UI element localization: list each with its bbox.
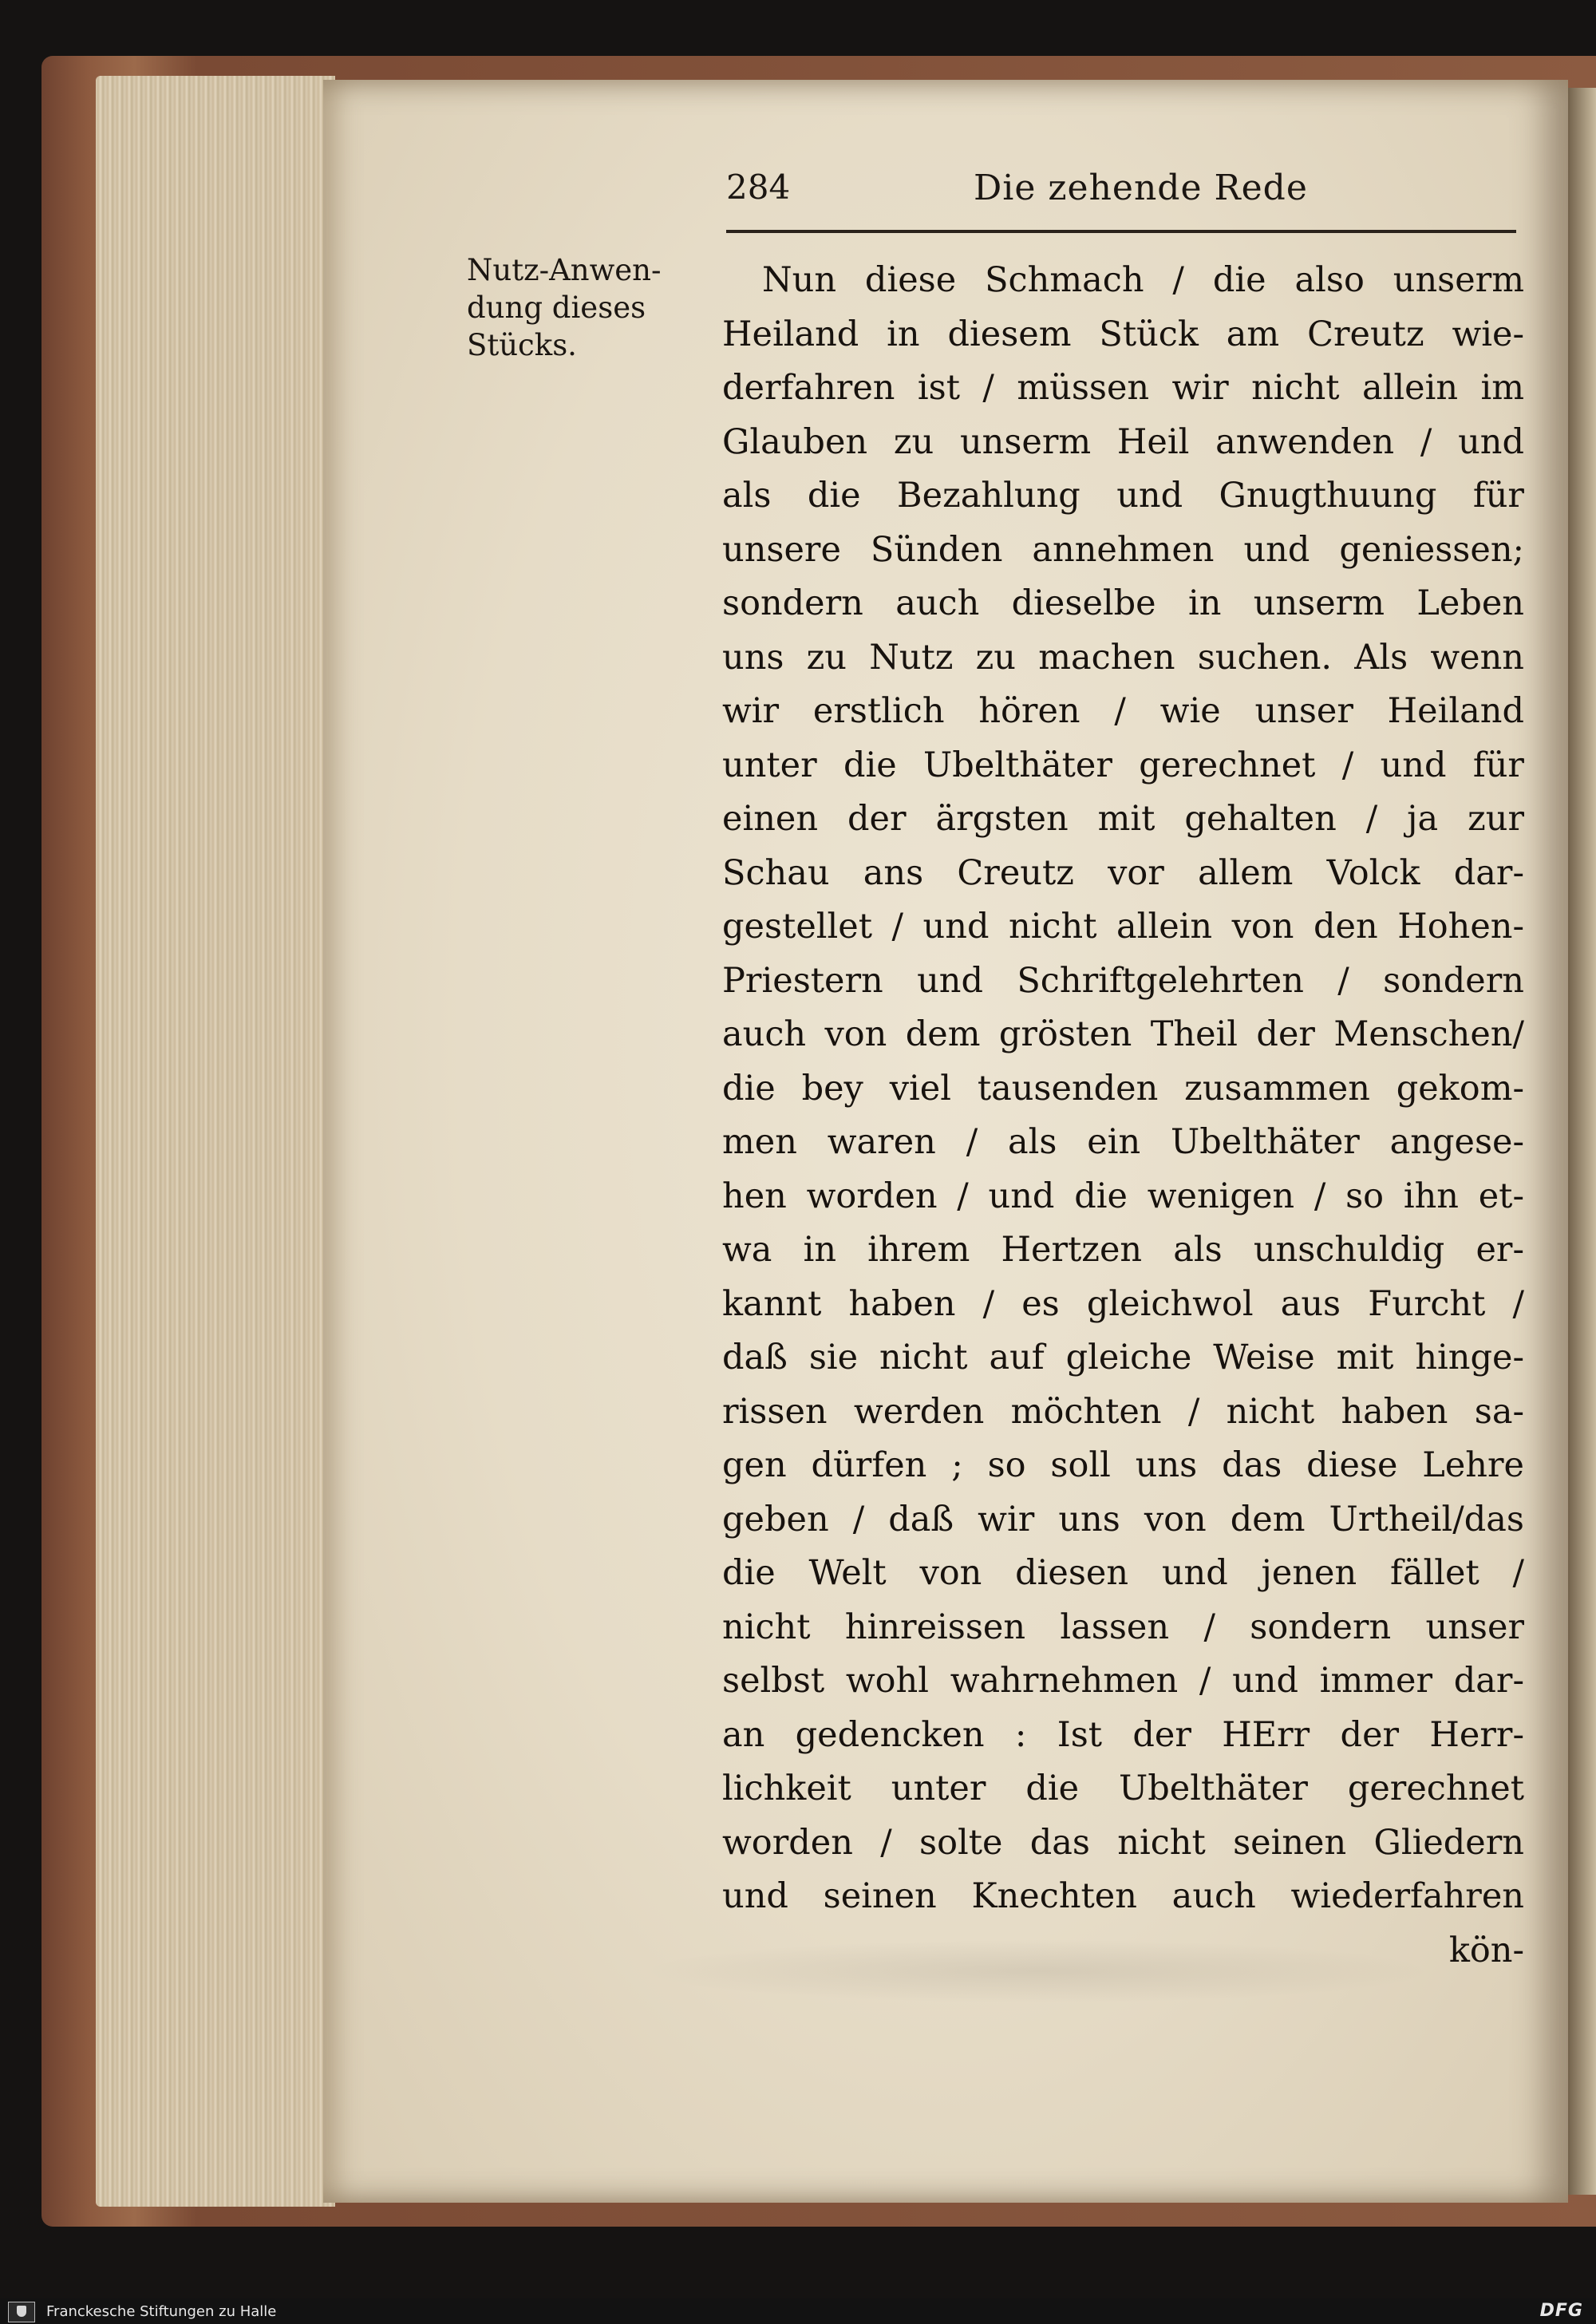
text-line: nicht hinreissen lassen / sondern unser — [722, 1607, 1524, 1647]
text-line: Heiland in diesem Stück am Creutz wie- — [722, 314, 1524, 354]
text-line: auch von dem grösten Theil der Menschen/ — [722, 1014, 1524, 1054]
institution-logo-icon — [8, 2302, 35, 2322]
text-line: worden / solte das nicht seinen Gliedern — [722, 1822, 1524, 1863]
running-head: Die zehende Rede — [974, 168, 1308, 208]
show-through-text — [638, 1939, 1436, 2003]
text-line: unter die Ubelthäter gerechnet / und für — [722, 745, 1524, 785]
marginal-note — [467, 251, 722, 364]
text-line: gen dürfen ; so soll uns das diese Lehre — [722, 1445, 1524, 1485]
header-rule — [726, 230, 1516, 233]
text-line: daß sie nicht auf gleiche Weise mit hinge- — [722, 1338, 1524, 1377]
text-line: gestellet / und nicht allein von den Hohen- — [722, 907, 1524, 947]
text-line: Glauben zu unserm Heil anwenden / und — [722, 421, 1524, 462]
page-number: 284 — [726, 168, 791, 207]
text-line: rissen werden möchten / nicht haben sa- — [722, 1391, 1524, 1432]
text-line: lichkeit unter die Ubelthäter gerechnet — [722, 1769, 1524, 1808]
text-line: selbst wohl wahrnehmen / und immer dar- — [722, 1661, 1524, 1701]
body-text — [722, 254, 1524, 1978]
marginal-line: Nutz-Anwen- — [467, 253, 662, 287]
text-line: Nun diese Schmach / die also unserm — [762, 260, 1524, 300]
facing-page-edge — [1566, 88, 1596, 2195]
text-line: geben / daß wir uns von dem Urtheil/das — [722, 1499, 1524, 1539]
text-line: einen der ärgsten mit gehalten / ja zur — [722, 799, 1524, 839]
text-line: wir erstlich hören / wie unser Heiland — [722, 691, 1524, 731]
marginal-line: dung dieses — [467, 290, 646, 325]
dfg-logo: DFG — [1539, 2301, 1583, 2321]
catchword: kön- — [1448, 1930, 1524, 1970]
text-line: die bey viel tausenden zusammen gekom- — [722, 1068, 1524, 1109]
page-edges — [96, 76, 335, 2207]
text-line: hen worden / und die wenigen / so ihn et- — [722, 1176, 1524, 1216]
text-line: uns zu Nutz zu machen suchen. Als wenn — [722, 637, 1524, 678]
text-line: Priestern und Schriftgelehrten / sondern — [722, 960, 1524, 1001]
viewer-footer — [0, 2298, 1596, 2324]
text-line: Schau ans Creutz vor allem Volck dar- — [722, 852, 1524, 893]
text-line: sondern auch dieselbe in unserm Leben — [722, 583, 1524, 623]
text-line: die Welt von diesen und jenen fället / — [722, 1553, 1524, 1593]
text-line: wa in ihrem Hertzen als unschuldig er- — [722, 1230, 1524, 1270]
text-line: an gedencken : Ist der HErr der Herr- — [722, 1714, 1524, 1755]
institution-name: Franckesche Stiftungen zu Halle — [46, 2303, 277, 2320]
text-line: kannt haben / es gleichwol aus Furcht / — [722, 1283, 1524, 1324]
text-line: unsere Sünden annehmen und geniessen; — [722, 529, 1524, 570]
page-header — [726, 168, 1524, 215]
text-line: und seinen Knechten auch wiederfahren — [722, 1876, 1524, 1916]
text-line: derfahren ist / müssen wir nicht allein im — [722, 368, 1524, 408]
text-line: als die Bezahlung und Gnugthuung für — [722, 476, 1524, 516]
marginal-line: Stücks. — [467, 328, 577, 362]
text-line: men waren / als ein Ubelthäter angese- — [722, 1122, 1524, 1162]
